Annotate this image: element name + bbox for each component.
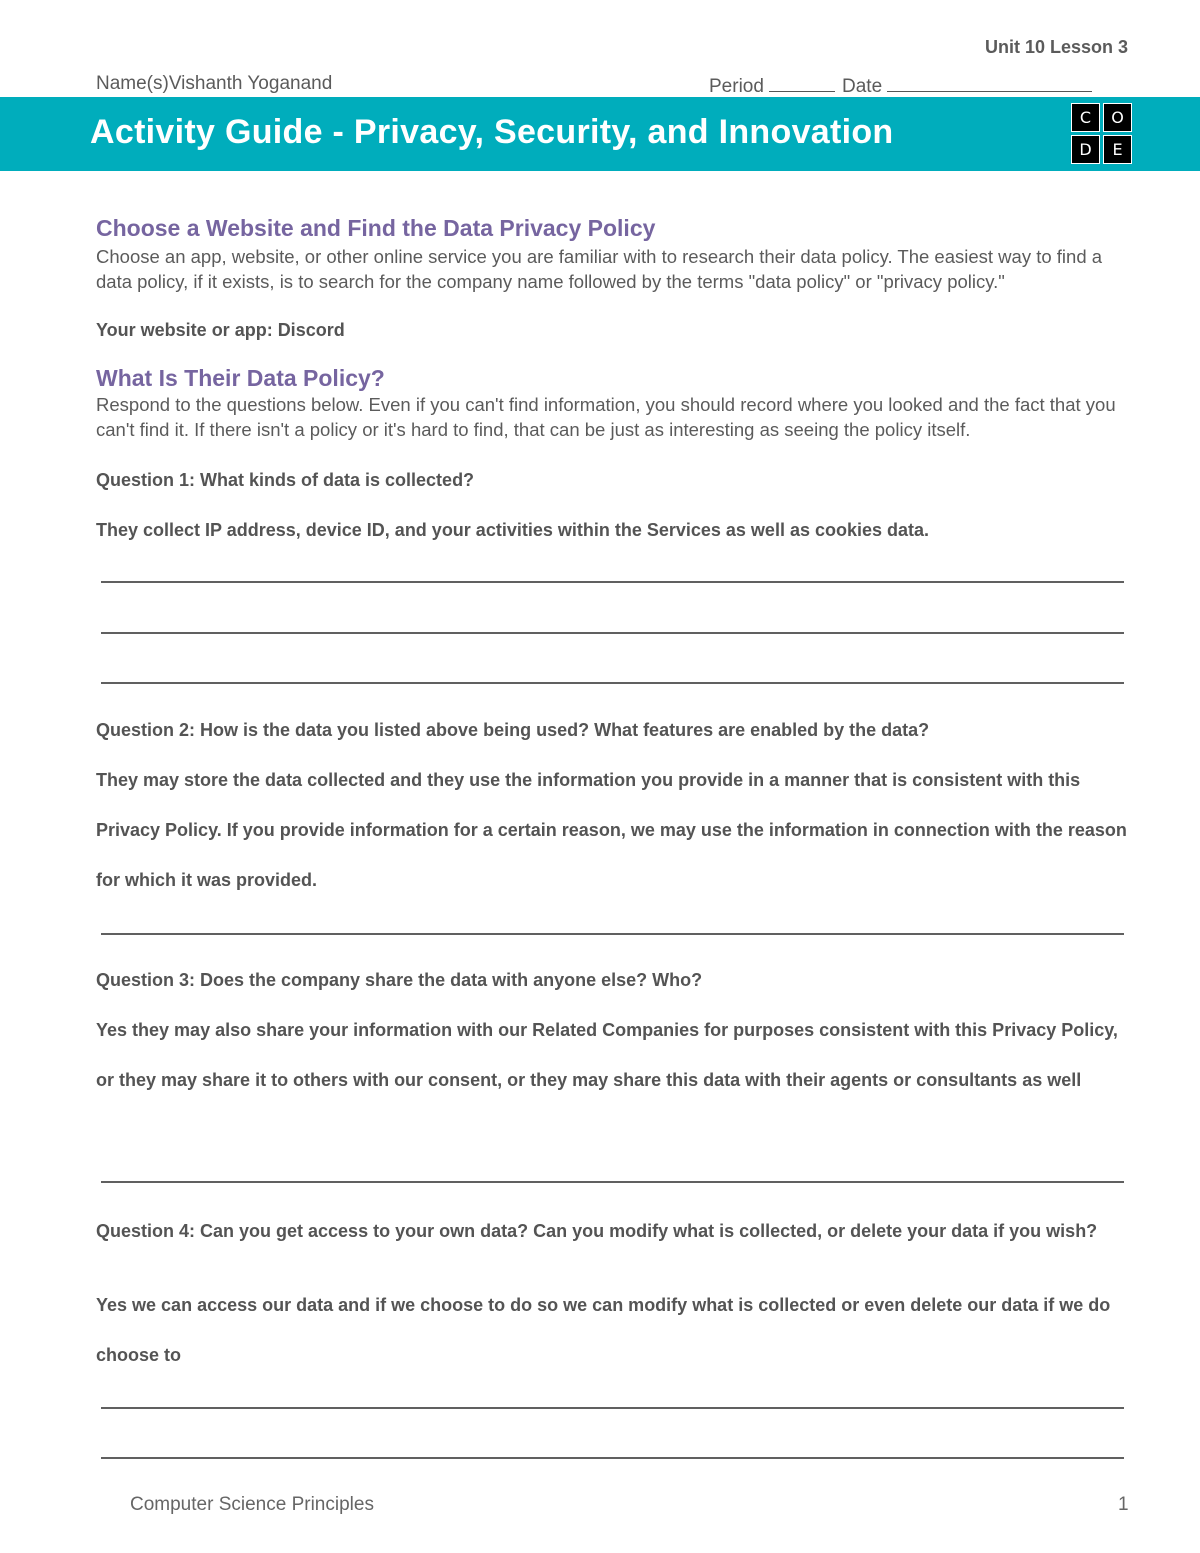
section1-text: Choose an app, website, or other online service you are familiar with to research their data policy. The easiest way to find a data policy, if it exists, is to search for the company name followed by the terms "data policy" or "privacy policy." (96, 246, 1103, 292)
logo-letter-e: E (1103, 135, 1132, 164)
answer-line (101, 1181, 1124, 1183)
answer-3: Yes they may also share your information with our Related Companies for purposes consistent with this Privacy Policy, or they may share it to others with our consent, or they may share this data with their agents or consultants as well (96, 1020, 1118, 1090)
date-field (842, 73, 1092, 98)
answer-line (101, 581, 1124, 583)
date-label: Date (842, 76, 883, 97)
page-title: Activity Guide - Privacy, Security, and Innovation (90, 113, 894, 151)
answer-line (101, 682, 1124, 684)
period-blank (769, 73, 835, 92)
name-label: Name(s) (96, 73, 169, 94)
answer-line (101, 632, 1124, 634)
name-value: Vishanth Yoganand (168, 73, 333, 94)
question-1: Question 1: What kinds of data is collected? (96, 470, 475, 490)
section2-heading: What Is Their Data Policy? (96, 365, 385, 391)
footer-page-number: 1 (1118, 1494, 1129, 1515)
logo-letter-o: O (1103, 103, 1132, 132)
answer-4: Yes we can access our data and if we choose to do so we can modify what is collected or even delete our data if we do choose to (96, 1295, 1111, 1365)
answer-line (101, 933, 1124, 935)
answer-2: They may store the data collected and they use the information you provide in a manner that is consistent with this Privacy Policy. If you provide information for a certain reason, we may use the information in connection with the reason for which it was provided. (96, 770, 1127, 890)
date-blank (887, 73, 1092, 92)
answer-line (101, 1407, 1124, 1409)
question-4: Question 4: Can you get access to your own data? Can you modify what is collected, or delete your data if you wish? (96, 1221, 1098, 1241)
question-2: Question 2: How is the data you listed above being used? What features are enabled by the data? (96, 720, 930, 740)
period-field (709, 73, 835, 98)
title-banner (0, 97, 1200, 171)
name-field (96, 73, 332, 95)
unit-lesson-label: Unit 10 Lesson 3 (984, 37, 1128, 57)
footer-course: Computer Science Principles (130, 1494, 374, 1515)
section1-heading: Choose a Website and Find the Data Privacy Policy (96, 215, 656, 241)
question-3: Question 3: Does the company share the data with anyone else? Who? (96, 970, 703, 990)
logo-letter-d: D (1071, 135, 1100, 164)
section2-text: Respond to the questions below. Even if you can't find information, you should record where you looked and the fact that you can't find it. If there isn't a policy or it's hard to find, that can be just as interesting as seeing the policy itself. (96, 394, 1116, 440)
answer-1: They collect IP address, device ID, and your activities within the Services as well as cookies data. (96, 520, 930, 540)
logo-letter-c: C (1071, 103, 1100, 132)
code-logo (1071, 103, 1135, 167)
period-label: Period (709, 76, 764, 97)
answer-line (101, 1457, 1124, 1459)
website-label: Your website or app: Discord (96, 320, 345, 340)
